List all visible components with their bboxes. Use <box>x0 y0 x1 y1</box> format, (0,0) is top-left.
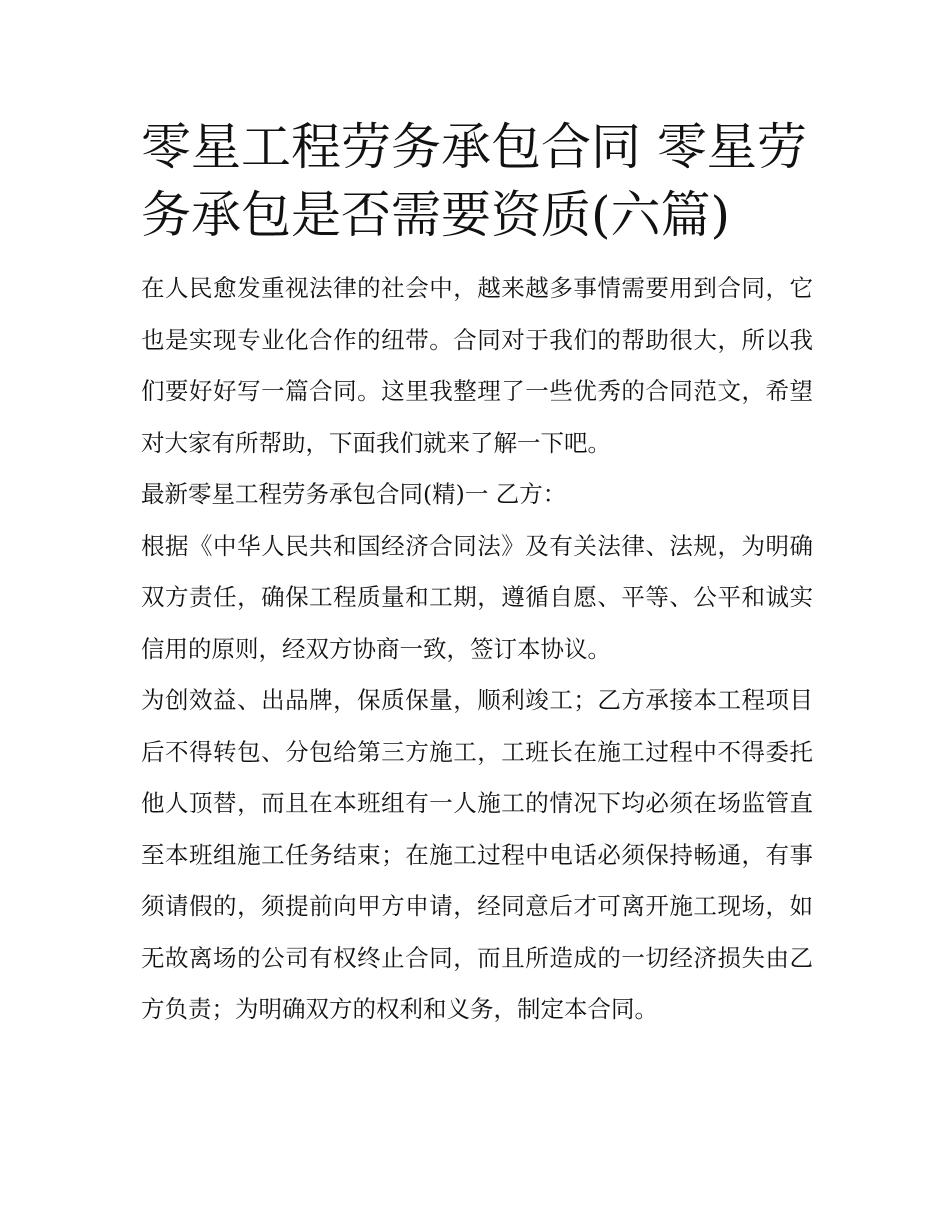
document-content <box>141 113 813 1036</box>
intro-paragraph: 在人民愈发重视法律的社会中，越来越多事情需要用到合同，它也是实现专业化合作的纽带。合同对于我们的帮助很大，所以我们要好好写一篇合同。这里我整理了一些优秀的合同范文，希望对大家有所帮助，下面我们就来了解一下吧。 <box>141 274 813 457</box>
obligations-paragraph: 为创效益、出品牌，保质保量，顺利竣工；乙方承接本工程项目后不得转包、分包给第三方施工，工班长在施工过程中不得委托他人顶替，而且在本班组有一人施工的情况下均必须在场监管直至本班组施工任务结束；在施工过程中电话必须保持畅通，有事须请假的，须提前向甲方申请，经同意后才可离开施工现场，如无故离场的公司有权终止合同，而且所造成的一切经济损失由乙方负责；为明确双方的权利和义务，制定本合同。 <box>141 686 813 1023</box>
legal-basis-paragraph: 根据《中华人民共和国经济合同法》及有关法律、法规，为明确双方责任，确保工程质量和工期，遵循自愿、平等、公平和诚实信用的原则，经双方协商一致，签订本协议。 <box>141 531 813 663</box>
contract-heading-paragraph: 最新零星工程劳务承包合同(精)一 乙方： <box>141 480 567 508</box>
document-title: 零星工程劳务承包合同 零星劳务承包是否需要资质(六篇) <box>141 118 807 244</box>
